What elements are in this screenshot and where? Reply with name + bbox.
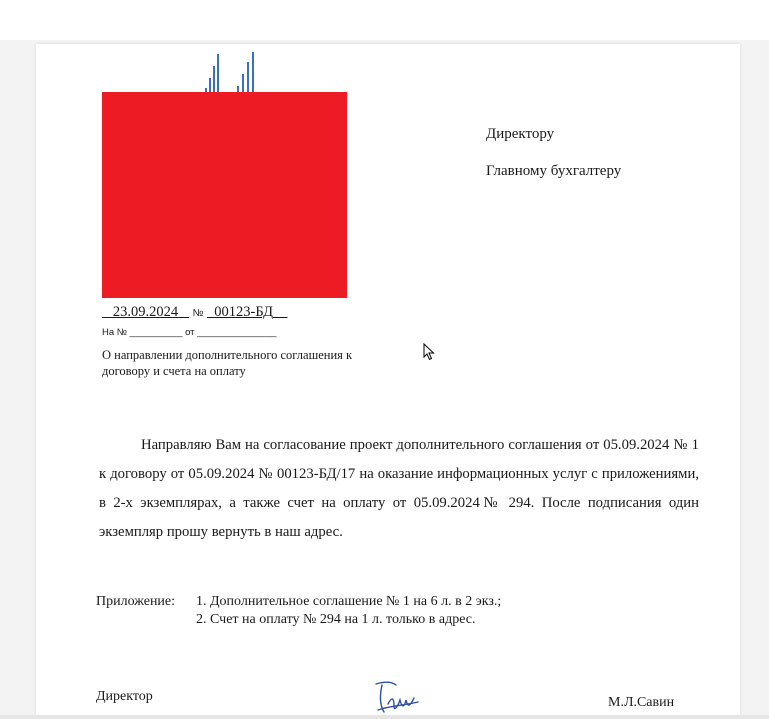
registration-line	[102, 304, 287, 321]
addressee-chief-accountant: Главному бухгалтеру	[486, 163, 622, 179]
mouse-pointer-icon	[423, 343, 435, 361]
addressee-director: Директору	[486, 126, 555, 142]
attachment-item: 1. Дополнительное соглашение № 1 на 6 л. в 2 экз.;	[196, 594, 502, 609]
handwritten-signature	[370, 676, 422, 716]
attachments-label: Приложение:	[96, 594, 176, 609]
letter-body: Направляю Вам на согласование проект дополнительного соглашения от 05.09.2024 № 1 к договору от 05.09.2024 № 00123-БД/17 на оказание информационных услуг с приложениями, в 2-х экземплярах, а также счет на оплату от 05.09.2024№ 294. После подписания один экземпляр прошу вернуть в наш адрес.	[99, 437, 699, 540]
attachment-item: 2. Счет на оплату № 294 на 1 л. только в адрес.	[196, 612, 476, 627]
signer-position: Директор	[96, 689, 153, 704]
reg-number-label: №	[192, 308, 204, 319]
signer-name: М.Л.Савин	[608, 695, 675, 710]
reg-date: 23.09.2024	[112, 304, 179, 320]
reference-line: На № __________ от _______________	[102, 327, 277, 338]
horizontal-scrollbar[interactable]	[0, 715, 769, 719]
viewer-toolbar	[0, 0, 769, 41]
reg-number: 00123-БД	[214, 304, 273, 320]
redacted-letterhead	[102, 92, 347, 298]
letter-subject: О направлении дополнительного соглашения к договору и счета на оплату	[102, 348, 353, 378]
